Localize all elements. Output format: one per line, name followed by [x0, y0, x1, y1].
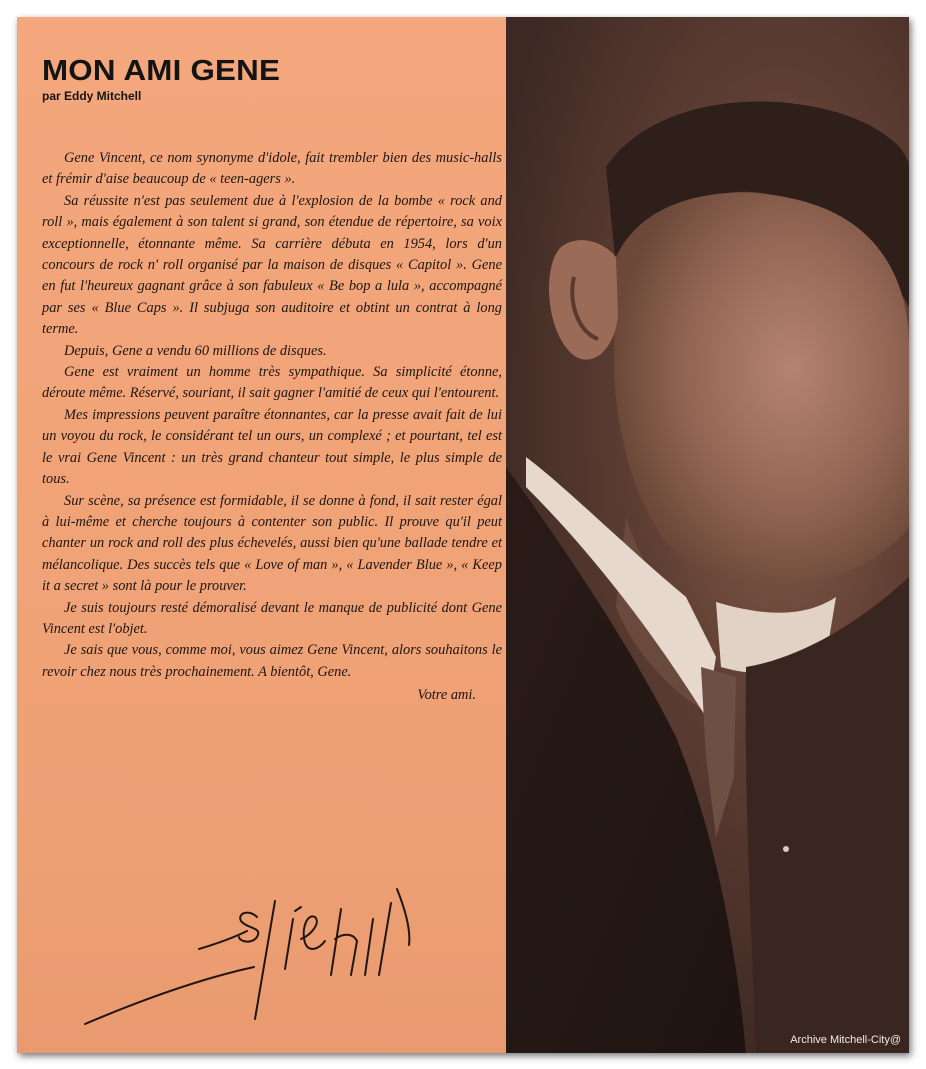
article-body [42, 148, 502, 707]
portrait-photo [506, 17, 909, 1053]
magazine-page [17, 17, 909, 1053]
article-paragraph: Sa réussite n'est pas seulement due à l'explosion de la bombe « rock and roll », mais également à son talent si grand, son étendue de répertoire, sa voix exceptionnelle, étonnante même. Sa carrière débuta en 1954, lors d'un concours de rock n' roll organisé par la maison de disques « Capitol ». Gene en fut l'heureux gagnant grâce à son fabuleux « Be bop a lula », accompagné par ses « Blue Caps ». Il subjuga son auditoire et obtint un contrat à long terme. [42, 192, 502, 338]
article-paragraph: Depuis, Gene a vendu 60 millions de disques. [64, 342, 327, 359]
portrait-illustration [506, 17, 909, 1053]
article-paragraph: Je sais que vous, comme moi, vous aimez Gene Vincent, alors souhaitons le revoir chez nous très prochainement. A bientôt, Gene. [42, 642, 502, 680]
text-column [17, 17, 506, 1053]
article-paragraph: Gene Vincent, ce nom synonyme d'idole, fait trembler bien des music-halls et frémir d'aise beaucoup de « teen-agers ». [42, 150, 502, 188]
article-paragraph: Mes impressions peuvent paraître étonnantes, car la presse avait fait de lui un voyou du rock, le considérant tel un ours, un complexé ; et pourtant, tel est le vrai Gene Vincent : un très grand chanteur tout simple, le plus simple de tous. [42, 406, 502, 488]
signature [79, 879, 419, 1039]
article-title: MON AMI GENE [42, 55, 281, 87]
article-paragraph: Sur scène, sa présence est formidable, il se donne à fond, il sait rester égal à lui-même et cherche toujours à contenter son public. Il prouve qu'il peut chanter un rock and roll des plus échevelés, aussi bien qu'une ballade tendre et mélancolique. Des succès tels que « Love of man », « Lavender Blue », « Keep it a secret » sont là pour le prouver. [42, 492, 502, 595]
article-byline: par Eddy Mitchell [42, 89, 142, 103]
watermark: Archive Mitchell-City@ [790, 1034, 901, 1046]
article-closing: Votre ami. [417, 687, 476, 704]
article-paragraph: Gene est vraiment un homme très sympathique. Sa simplicité étonne, déroute même. Réservé, souriant, il sait gagner l'amitié de ceux qui l'entourent. [42, 364, 502, 402]
article-paragraph: Je suis toujours resté démoralisé devant le manque de publicité dont Gene Vincent est l'objet. [42, 599, 502, 637]
